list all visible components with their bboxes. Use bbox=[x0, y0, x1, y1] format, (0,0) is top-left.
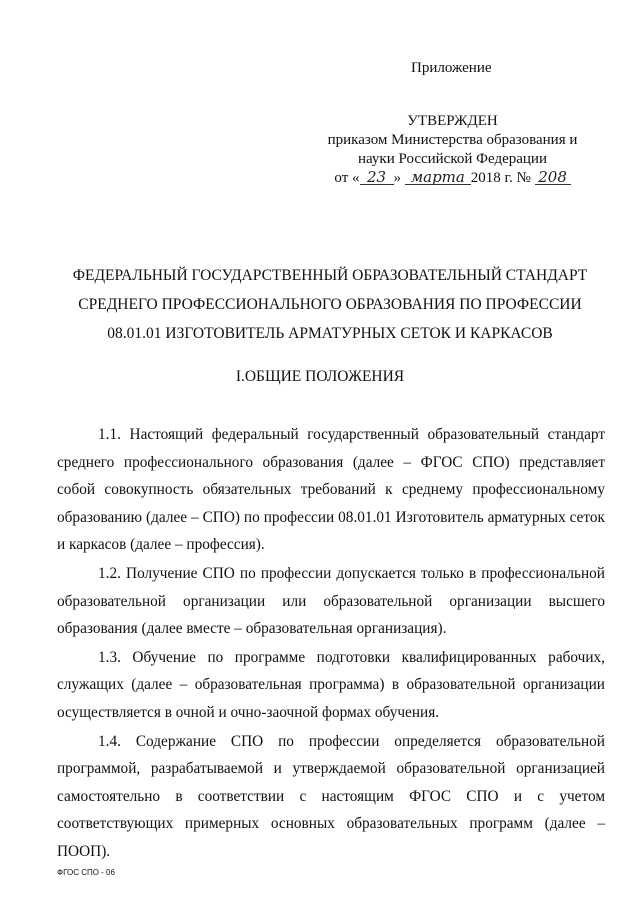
date-month-handwritten: марта bbox=[405, 170, 471, 185]
appendix-label: Приложение bbox=[411, 60, 492, 76]
order-line-2: науки Российской Федерации bbox=[357, 151, 547, 167]
date-day-handwritten: 23 bbox=[360, 170, 394, 185]
title-line-3: 08.01.01 ИЗГОТОВИТЕЛЬ АРМАТУРНЫХ СЕТОК И КАРКАСОВ bbox=[107, 325, 553, 342]
paragraph-1-4: 1.4. Содержание СПО по профессии определяется образовательной программой, разрабатываемой и утверждаемой образовательной организацией самостоятельно в соответствии с настоящим ФГОС СПО и с учетом соответствующих примерных основных образовательных программ (далее – ПООП). bbox=[57, 732, 605, 860]
body-text bbox=[57, 421, 605, 867]
footer-code: ФГОС СПО - 06 bbox=[57, 868, 115, 877]
document-title bbox=[40, 261, 620, 348]
order-number-handwritten: 208 bbox=[535, 170, 571, 185]
approved-label: УТВЕРЖДЕН bbox=[407, 113, 498, 129]
section-title: I.ОБЩИЕ ПОЛОЖЕНИЯ bbox=[235, 368, 405, 385]
date-prefix: от « bbox=[334, 170, 360, 186]
paragraph-1-1: 1.1. Настоящий федеральный государственный образовательный стандарт среднего профессионального образования (далее – ФГОС СПО) представляет собой совокупность обязательных требований к среднему профессиональному образованию (далее – СПО) по профессии 08.01.01 Изготовитель арматурных сеток и каркасов (далее – профессия). bbox=[57, 426, 605, 554]
title-line-1: ФЕДЕРАЛЬНЫЙ ГОСУДАРСТВЕННЫЙ ОБРАЗОВАТЕЛЬНЫЙ СТАНДАРТ bbox=[72, 267, 588, 284]
order-date-line bbox=[300, 169, 605, 188]
paragraph-1-3: 1.3. Обучение по программе подготовки квалифицированных рабочих, служащих (далее – образовательная программа) в образовательной организации осуществляется в очной и очно-заочной формах обучения. bbox=[57, 648, 605, 721]
approval-block bbox=[300, 112, 605, 188]
title-line-2: СРЕДНЕГО ПРОФЕССИОНАЛЬНОГО ОБРАЗОВАНИЯ ПО ПРОФЕССИИ bbox=[78, 296, 582, 313]
date-year: 2018 г. № bbox=[470, 170, 531, 186]
date-mid: » bbox=[393, 170, 402, 186]
paragraph-1-2: 1.2. Получение СПО по профессии допускается только в профессиональной образовательной организации или образовательной организации высшего образования (далее вместе – образовательная организация). bbox=[57, 564, 605, 638]
order-line-1: приказом Министерства образования и bbox=[327, 132, 578, 148]
